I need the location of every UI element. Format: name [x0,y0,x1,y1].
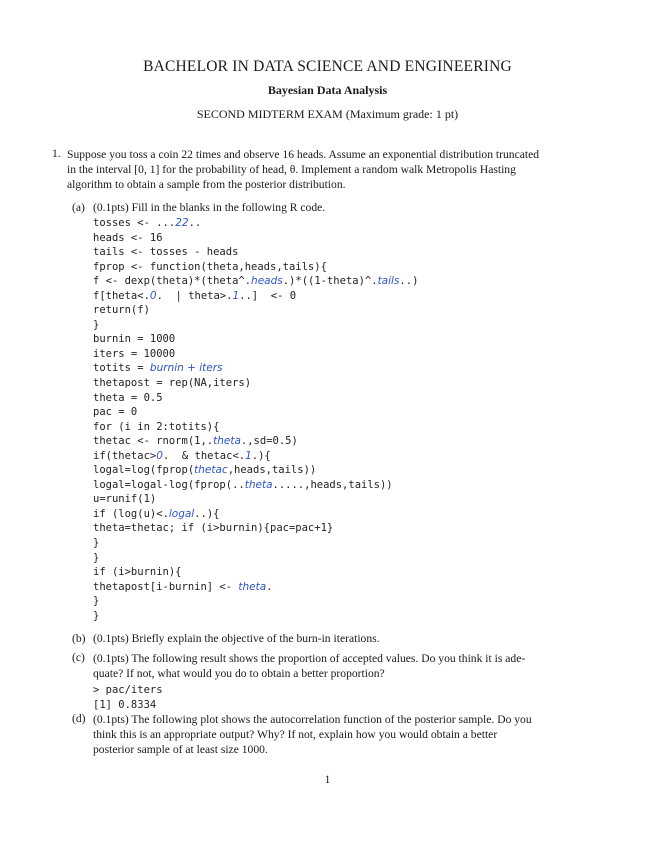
code-text: heads <- 16 [93,231,163,244]
code-line [93,434,418,449]
code-text: tails <- tosses - heads [93,246,239,259]
code-line [93,521,418,536]
handwritten-answer: burnin + iters [149,362,223,375]
code-text: fprop <- function(theta,heads,tails){ [93,260,327,273]
code-text: .)*((1-theta)^. [282,275,378,288]
code-text: } [93,537,100,550]
code-line [93,376,418,391]
code-text: } [93,609,100,622]
code-text: return(f) [93,304,150,317]
code-line [93,391,418,406]
code-text: totits = [93,362,150,375]
code-line [93,274,418,289]
code-line [93,216,418,231]
code-text: thetac <- rnorm(1,. [93,435,214,448]
question-text [67,147,539,192]
code-text: } [93,595,100,608]
code-text: . [266,580,273,593]
code-text: thetapost = rep(NA,iters) [93,377,252,390]
code-text: if(thetac> [93,449,157,462]
code-line [93,449,418,464]
code-text: ..] <- 0 [239,289,297,302]
code-line [93,405,418,420]
handwritten-answer: heads [251,275,283,288]
exam-heading: SECOND MIDTERM EXAM (Maximum grade: 1 pt) [196,107,459,121]
part-b-label: (b) [72,632,86,645]
code-text: .){ [251,449,271,462]
handwritten-answer: tails [377,275,400,288]
code-line [93,507,418,522]
code-line [93,318,418,333]
code-line [93,536,418,551]
handwritten-answer: 1 [245,449,252,462]
part-d-text [93,712,532,757]
code-text: f <- dexp(theta)*(theta^. [93,275,252,288]
code-line [93,303,418,318]
part-a-text: (0.1pts) Fill in the blanks in the following R code. [93,201,326,214]
code-line: [1] 0.8334 [93,698,157,711]
question-text-line: Suppose you toss a coin 22 times and observe 16 heads. Assume an exponential distribution truncated [67,148,540,161]
code-line [93,332,418,347]
question-text-line: algorithm to obtain a sample from the posterior distribution. [67,178,346,191]
code-line [93,609,418,624]
code-text: logal=logal-log(fprop(.. [93,478,245,491]
part-b-text: (0.1pts) Briefly explain the objective of the burn-in iterations. [93,632,380,645]
part-d-line: posterior sample of at least size 1000. [93,743,268,756]
code-line: > pac/iters [93,684,163,696]
code-text: iters = 10000 [93,347,176,360]
code-text: .,sd=0.5) [240,435,298,448]
course-subject: Bayesian Data Analysis [267,83,388,97]
code-line [93,492,418,507]
code-line [93,478,418,493]
code-line [93,260,418,275]
handwritten-answer: 22 [175,217,189,229]
part-a-label: (a) [72,201,85,214]
code-line [93,347,418,362]
handwritten-answer: thetac [194,464,228,477]
part-d-line: (0.1pts) The following plot shows the autocorrelation function of the posterior sample. Do you [93,713,532,726]
code-text: . | theta>. [156,289,233,302]
code-text: ..) [399,275,419,288]
code-line [93,231,418,246]
code-text: burnin = 1000 [93,333,176,346]
code-line [93,361,418,376]
code-text: .....,heads,tails)) [272,478,393,491]
code-text: thetapost[i-burnin] <- [93,580,239,593]
handwritten-answer: theta [213,435,241,448]
code-block-c [93,683,163,712]
code-line [93,565,418,580]
code-text: ..){ [194,507,220,520]
code-text: theta=thetac; if (i>burnin){pac=pac+1} [93,522,334,535]
code-text: .. [188,217,202,229]
question-text-line: in the interval [0, 1] for the probability of head, θ. Implement a random walk Metropolis Hasting [67,163,516,176]
code-line [93,551,418,566]
part-c-line: (0.1pts) The following result shows the proportion of accepted values. Do you think it is ade- [93,652,526,665]
handwritten-answer: 0 [156,449,163,462]
code-text: } [93,318,100,331]
code-text: if (i>burnin){ [93,566,182,579]
code-line [93,594,418,609]
code-text: theta = 0.5 [93,391,163,404]
code-line [93,289,418,304]
document-title: BACHELOR IN DATA SCIENCE AND ENGINEERING [143,58,512,75]
code-text: f[theta<. [93,289,150,302]
code-line [93,580,418,595]
page-number: 1 [324,774,331,786]
question-number: 1. [52,147,61,160]
code-text: . & thetac<. [162,449,246,462]
handwritten-answer: theta [238,580,267,593]
code-text: ,heads,tails)) [227,464,317,477]
handwritten-answer: 1 [232,289,240,302]
code-line [93,420,418,435]
code-text: if (log(u)<. [93,507,169,520]
code-text: logal=log(fprop( [93,464,195,477]
code-text: pac = 0 [93,406,138,419]
code-block-a [93,216,418,623]
handwritten-answer: logal [168,507,195,520]
part-c-text [93,651,525,681]
code-line [93,463,418,478]
part-d-label: (d) [72,712,86,725]
part-c-label: (c) [72,651,85,664]
handwritten-answer: theta [244,478,273,491]
code-line [93,245,418,260]
handwritten-answer: 0 [149,289,157,302]
part-d-line: think this is an appropriate output? Why? If not, explain how you would obtain a better [93,728,498,741]
code-text: for (i in 2:totits){ [93,420,220,433]
code-text: u=runif(1) [93,493,157,506]
part-c-line: quate? If not, what would you do to obtain a better proportion? [93,667,385,680]
code-text: tosses <- ... [93,217,176,229]
code-text: } [93,551,100,564]
